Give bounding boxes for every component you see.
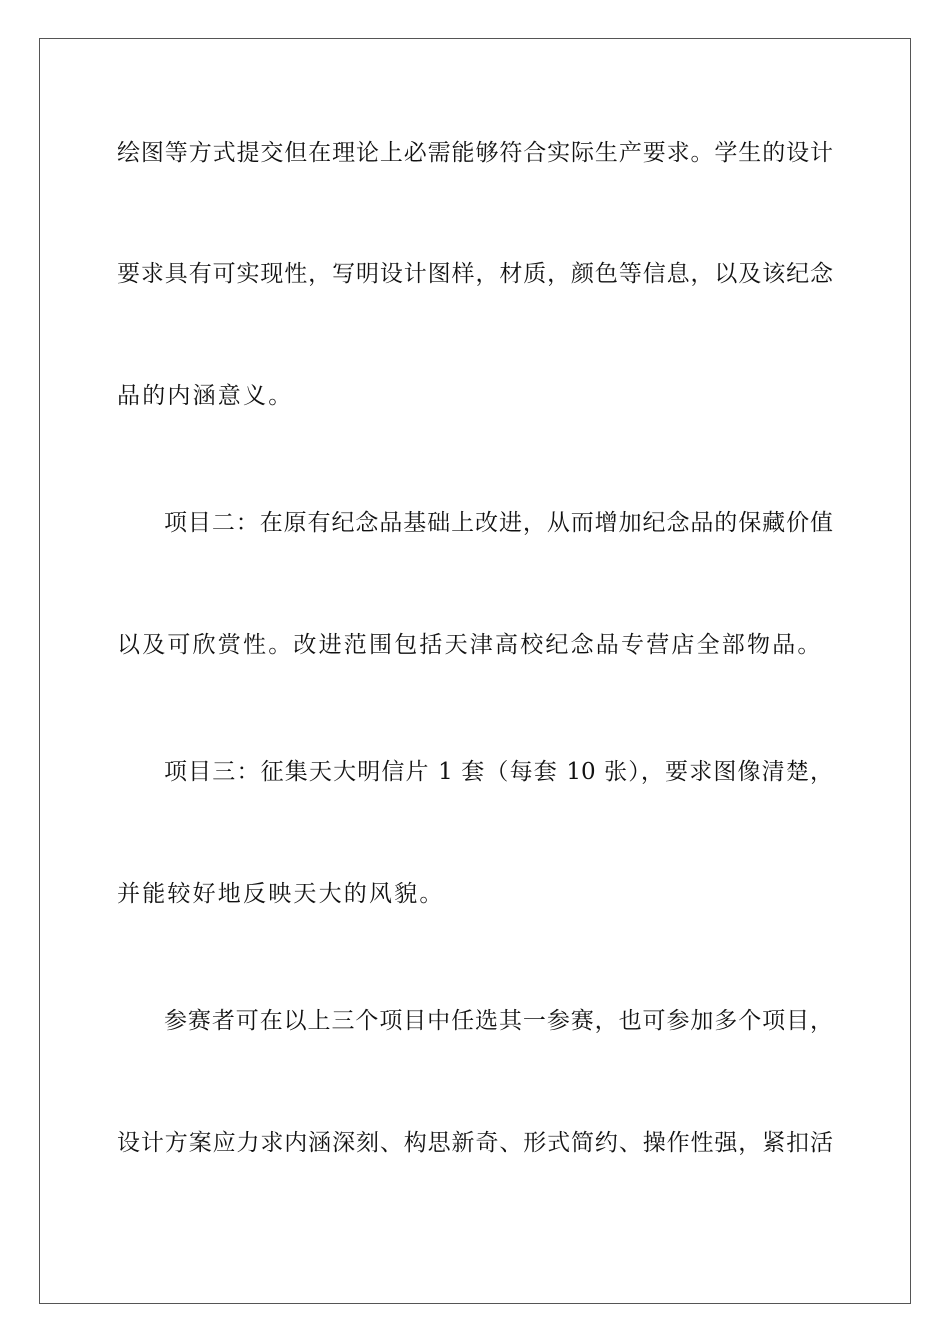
- text-line-6: 项目三：征集天大明信片 1 套（每套 10 张），要求图像清楚，: [164, 759, 833, 785]
- text-line-7: 并能较好地反映天大的风貌。: [117, 881, 445, 907]
- text-line-3: 品的内涵意义。: [117, 383, 294, 409]
- text-line-5: 以及可欣赏性。改进范围包括天津高校纪念品专营店全部物品。: [117, 632, 823, 658]
- text-line-2: 要求具有可实现性，写明设计图样，材质，颜色等信息，以及该纪念: [117, 261, 833, 287]
- text-line-4: 项目二：在原有纪念品基础上改进，从而增加纪念品的保藏价值: [164, 510, 833, 536]
- text-line-1: 绘图等方式提交但在理论上必需能够符合实际生产要求。学生的设计: [117, 140, 833, 166]
- text-line-9: 设计方案应力求内涵深刻、构思新奇、形式简约、操作性强，紧扣活: [117, 1130, 833, 1156]
- text-line-8: 参赛者可在以上三个项目中任选其一参赛，也可参加多个项目，: [164, 1008, 833, 1034]
- page-border: [39, 38, 911, 1304]
